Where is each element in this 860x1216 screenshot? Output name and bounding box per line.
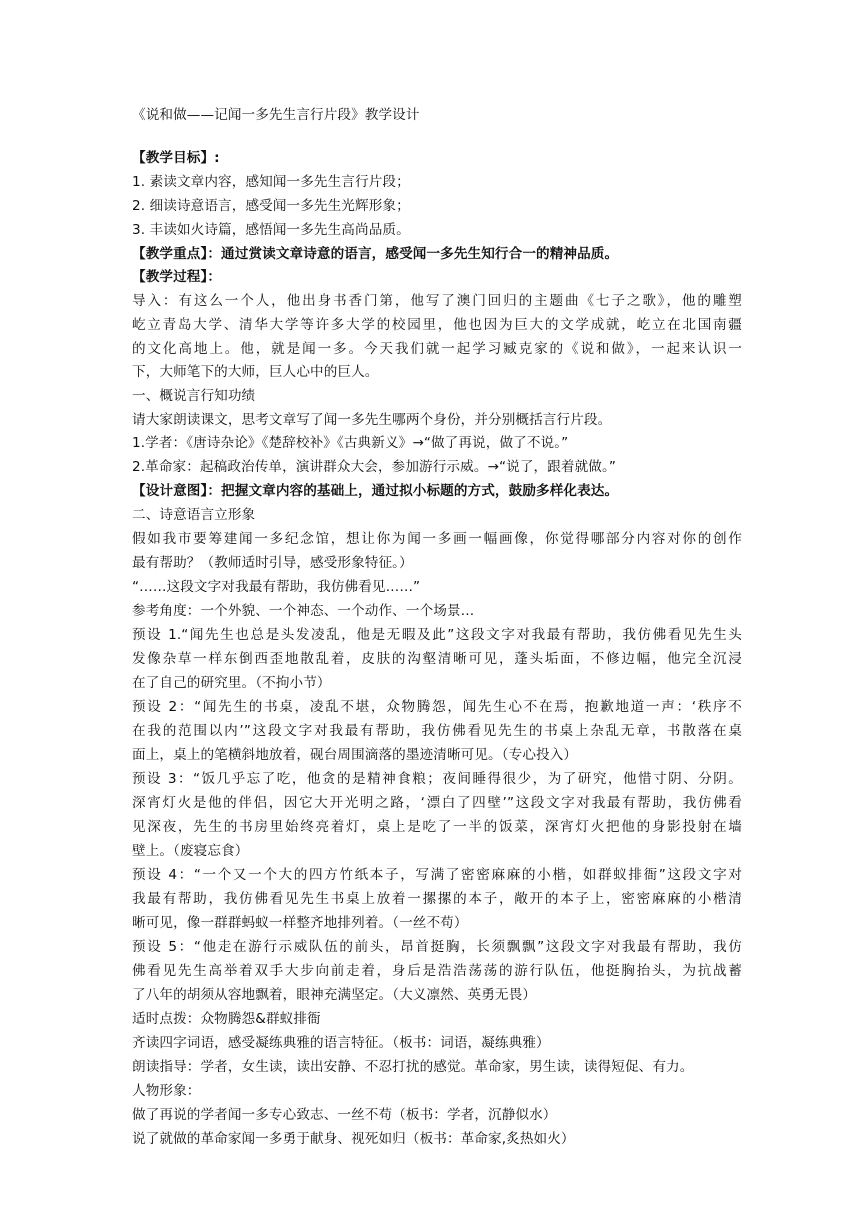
section-heading: 【教学过程】： <box>132 269 222 285</box>
text-line: 做了再说的学者闻一多专心致志、一丝不苟（板书：学者，沉静似水） <box>132 1107 557 1123</box>
text-line: 在了自己的研究里。（不拘小节） <box>132 675 331 691</box>
text-line: 3. 丰读如火诗篇，感悟闻一多先生高尚品质。 <box>132 222 410 238</box>
text-line: “……这段文字对我最有帮助，我仿佛看见……” <box>132 579 421 595</box>
text-line: 发像杂草一样东倒西歪地散乱着，皮肤的沟壑清晰可见，蓬头垢面，不修边幅，他完全沉浸 <box>132 651 742 667</box>
text-line: 2. 细读诗意语言，感受闻一多先生光辉形象； <box>132 198 410 214</box>
text-line: 人物形象： <box>132 1083 201 1099</box>
text-line: 导入：有这么一个人，他出身书香门第，他写了澳门回归的主题曲《七子之歌》，他的雕塑 <box>132 293 742 309</box>
section-heading: 【设计意图】：把握文章内容的基础上，通过拟小标题的方式，鼓励多样化表达。 <box>132 483 619 499</box>
text-line: 见深夜，先生的书房里始终亮着灯，桌上是吃了一半的饭菜，深宵灯火把他的身影投射在墙 <box>132 819 742 835</box>
text-line: 一、概说言行知功绩 <box>132 388 256 404</box>
text-line: 预设 5：“他走在游行示威队伍的前头，昂首挺胸，长须飘飘”这段文字对我最有帮助，我仿 <box>132 939 742 955</box>
text-line: 1. 素读文章内容，感知闻一多先生言行片段； <box>132 174 410 190</box>
text-line: 假如我市要筹建闻一多纪念馆，想让你为闻一多画一幅画像，你觉得哪部分内容对你的创作 <box>132 531 742 547</box>
text-line: 最有帮助？（教师适时引导，感受形象特征。） <box>132 555 413 571</box>
text-line: 朗读指导：学者，女生读，读出安静、不忍打扰的感觉。革命家，男生读，读得短促、有力。 <box>132 1059 694 1075</box>
text-line: 请大家朗读课文，思考文章写了闻一多先生哪两个身份，并分别概括言行片段。 <box>132 412 612 428</box>
document-title: 《说和做——记闻一多先生言行片段》教学设计 <box>132 107 420 123</box>
text-line: 预设 3：“饭几乎忘了吃，他贪的是精神食粮；夜间睡得很少，为了研究，他惜寸阴、分阴。 <box>132 771 742 787</box>
text-line: 下，大师笔下的大师，巨人心中的巨人。 <box>132 364 379 380</box>
text-line: 深宵灯火是他的伴侣，因它大开光明之路，‘漂白了四壁’”这段文字对我最有帮助，我仿佛看 <box>132 795 742 811</box>
text-line: 晰可见，像一群群蚂蚁一样整齐地排列着。（一丝不苟） <box>132 915 468 931</box>
text-line: 预设 4：“一个又一个大的四方竹纸本子，写满了密密麻麻的小楷，如群蚁排衙”这段文字对 <box>132 867 742 883</box>
text-line: 我最有帮助，我仿佛看见先生书桌上放着一摞摞的本子，敞开的本子上，密密麻麻的小楷清 <box>132 891 742 907</box>
text-line: 面上，桌上的笔横斜地放着，砚台周围滴落的墨迹清晰可见。（专心投入） <box>132 747 578 763</box>
text-line: 适时点拨：众物腾怨&群蚁排衙 <box>132 1011 321 1027</box>
section-heading: 【教学重点】：通过赏读文章诗意的语言，感受闻一多先生知行合一的精神品质。 <box>132 246 619 262</box>
text-line: 参考角度：一个外貌、一个神态、一个动作、一个场景… <box>132 603 475 619</box>
text-line: 预设 1.“闻先生也总是头发凌乱，他是无暇及此”这段文字对我最有帮助，我仿佛看见先生头 <box>132 627 742 643</box>
text-line: 齐读四字词语，感受凝练典雅的语言特征。（板书：词语，凝练典雅） <box>132 1035 550 1051</box>
text-line: 壁上。（废寝忘食） <box>132 843 249 859</box>
text-line: 了八年的胡须从容地飘着，眼神充满坚定。（大义凛然、英勇无畏） <box>132 987 537 1003</box>
text-line: 佛看见先生高举着双手大步向前走着，身后是浩浩荡荡的游行队伍，他挺胸抬头，为抗战蓄 <box>132 963 742 979</box>
text-line: 二、诗意语言立形象 <box>132 507 256 523</box>
text-line: 屹立青岛大学、清华大学等许多大学的校园里，他也因为巨大的文学成就，屹立在北国南疆 <box>132 317 742 333</box>
text-line: 说了就做的革命家闻一多勇于献身、视死如归（板书：革命家,炙热如火） <box>132 1131 575 1147</box>
text-line: 在我的范围以内’”这段文字对我最有帮助，我仿佛看见先生的书桌上杂乱无章，书散落在桌 <box>132 723 742 739</box>
text-line: 预设 2：“闻先生的书桌，凌乱不堪，众物腾怨，闻先生心不在焉，抱歉地道一声：‘秩序不 <box>132 699 742 715</box>
text-line: 2.革命家：起稿政治传单，演讲群众大会，参加游行示威。→“说了，跟着就做。” <box>132 459 617 475</box>
text-line: 的文化高地上。他，就是闻一多。今天我们就一起学习臧克家的《说和做》，一起来认识一 <box>132 341 742 357</box>
text-line: 1.学者：《唐诗杂论》《楚辞校补》《古典新义》→“做了再说，做了不说。” <box>132 435 569 451</box>
section-heading: 【教学目标】: <box>132 150 220 166</box>
